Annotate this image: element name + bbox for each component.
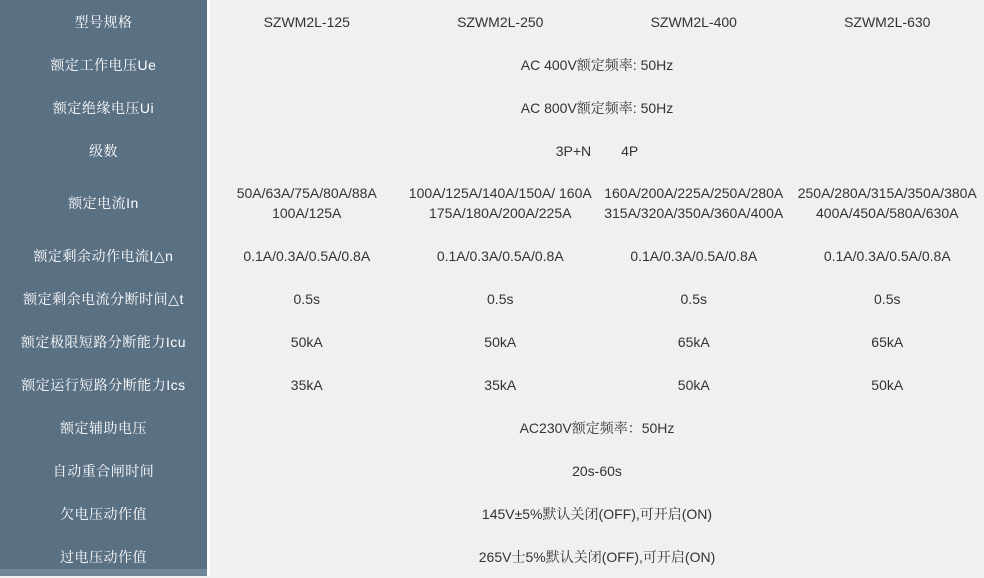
- sidebar-bottom-strip: [0, 569, 207, 576]
- icu-cell: 50kA: [404, 332, 598, 352]
- ics-row: [210, 363, 984, 406]
- label-rated-insulation-voltage: 额定绝缘电压Ui: [0, 86, 207, 129]
- rated-working-voltage-value: AC 400V额定频率: 50Hz: [521, 55, 674, 75]
- rated-current-row: [210, 172, 984, 234]
- model-name: SZWM2L-250: [404, 12, 598, 32]
- label-auto-reclose-time: 自动重合闸时间: [0, 449, 207, 492]
- breaking-time-cell: 0.5s: [791, 289, 984, 309]
- poles-value: 3P+N: [556, 143, 591, 159]
- undervoltage-row: [210, 492, 984, 535]
- auto-reclose-value: 20s-60s: [572, 463, 622, 479]
- rated-current-line: 160A/200A/225A/250A/280A: [604, 183, 783, 203]
- rated-working-voltage-row: [210, 43, 984, 86]
- rated-current-cell: [404, 183, 598, 223]
- label-ics: 额定运行短路分断能力Ics: [0, 363, 207, 406]
- aux-voltage-value: AC230V额定频率：50Hz: [520, 418, 675, 438]
- ics-cell: 35kA: [404, 375, 598, 395]
- spec-table-content: [210, 0, 984, 576]
- label-residual-operating-current: 额定剩余动作电流I△n: [0, 234, 207, 277]
- label-overvoltage-action: 过电压动作值: [0, 535, 207, 578]
- label-residual-breaking-time: 额定剩余电流分断时间△t: [0, 277, 207, 320]
- breaking-time-cell: 0.5s: [404, 289, 598, 309]
- ics-cell: 50kA: [597, 375, 791, 395]
- residual-operating-current-row: [210, 234, 984, 277]
- label-model-spec: 型号规格: [0, 0, 207, 43]
- rated-insulation-voltage-row: [210, 86, 984, 129]
- auto-reclose-row: [210, 449, 984, 492]
- ics-cell: 35kA: [210, 375, 404, 395]
- rated-current-line: 50A/63A/75A/80A/88A: [237, 183, 377, 203]
- undervoltage-value: 145V±5%默认关闭(OFF),可开启(ON): [482, 504, 712, 524]
- icu-row: [210, 320, 984, 363]
- poles-row: [210, 129, 984, 172]
- label-aux-voltage: 额定辅助电压: [0, 406, 207, 449]
- overvoltage-value: 265V士5%默认关闭(OFF),可开启(ON): [479, 547, 715, 567]
- rated-current-cell: [791, 183, 984, 223]
- label-rated-current: 额定电流In: [0, 172, 207, 234]
- rated-current-cell: [210, 183, 404, 223]
- residual-breaking-time-row: [210, 277, 984, 320]
- rated-current-line: 100A/125A/140A/150A/ 160A: [409, 183, 592, 203]
- residual-current-cell: 0.1A/0.3A/0.5A/0.8A: [791, 246, 984, 266]
- residual-current-cell: 0.1A/0.3A/0.5A/0.8A: [404, 246, 598, 266]
- rated-current-line: 400A/450A/580A/630A: [816, 203, 958, 223]
- icu-cell: 65kA: [791, 332, 984, 352]
- aux-voltage-row: [210, 406, 984, 449]
- rated-current-line: 175A/180A/200A/225A: [429, 203, 571, 223]
- residual-current-cell: 0.1A/0.3A/0.5A/0.8A: [210, 246, 404, 266]
- icu-cell: 65kA: [597, 332, 791, 352]
- model-name: SZWM2L-125: [210, 12, 404, 32]
- model-header-row: [210, 0, 984, 43]
- ics-cell: 50kA: [791, 375, 984, 395]
- rated-current-line: 315A/320A/350A/360A/400A: [604, 203, 783, 223]
- rated-current-cell: [597, 183, 791, 223]
- icu-cell: 50kA: [210, 332, 404, 352]
- label-icu: 额定极限短路分断能力Icu: [0, 320, 207, 363]
- rated-current-line: 250A/280A/315A/350A/380A: [798, 183, 977, 203]
- spec-label-sidebar: [0, 0, 207, 576]
- overvoltage-row: [210, 535, 984, 578]
- residual-current-cell: 0.1A/0.3A/0.5A/0.8A: [597, 246, 791, 266]
- breaking-time-cell: 0.5s: [597, 289, 791, 309]
- label-undervoltage-action: 欠电压动作值: [0, 492, 207, 535]
- label-poles: 级数: [0, 129, 207, 172]
- breaking-time-cell: 0.5s: [210, 289, 404, 309]
- rated-current-line: 100A/125A: [272, 203, 341, 223]
- label-rated-working-voltage: 额定工作电压Ue: [0, 43, 207, 86]
- poles-value: 4P: [621, 143, 638, 159]
- model-name: SZWM2L-400: [597, 12, 791, 32]
- model-name: SZWM2L-630: [791, 12, 984, 32]
- rated-insulation-voltage-value: AC 800V额定频率: 50Hz: [521, 98, 674, 118]
